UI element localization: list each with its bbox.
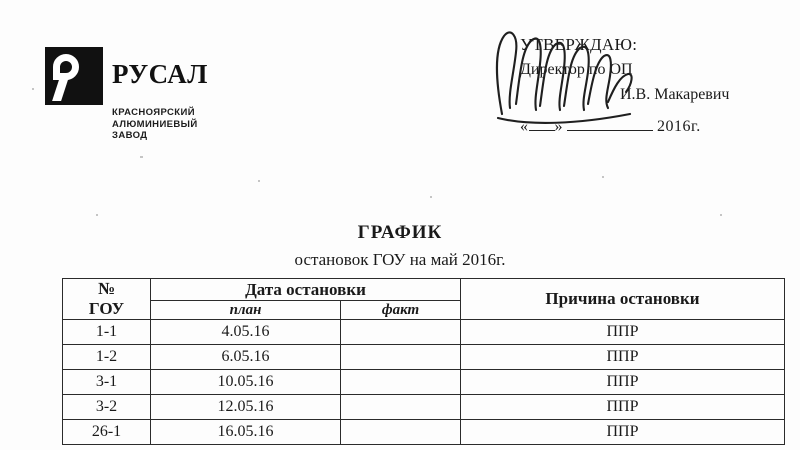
header-gou-number-line2: ГОУ xyxy=(88,299,125,318)
header-plan: план xyxy=(151,301,341,320)
cell-plan-date: 6.05.16 xyxy=(151,345,341,370)
scan-artifact xyxy=(140,156,143,158)
plant-name-line2: АЛЮМИНИЕВЫЙ xyxy=(112,118,198,130)
scan-artifact xyxy=(602,176,604,178)
scan-artifact xyxy=(720,214,722,216)
schedule-table xyxy=(62,278,785,445)
cell-fact-date xyxy=(341,320,461,345)
cell-fact-date xyxy=(341,395,461,420)
plant-name-line1: КРАСНОЯРСКИЙ xyxy=(112,107,195,118)
approval-role: Директор по ОП xyxy=(520,61,633,79)
approval-year: 2016г. xyxy=(657,118,701,136)
rusal-logo-icon xyxy=(45,47,103,105)
cell-gou-number: 26-1 xyxy=(63,420,151,445)
table-row xyxy=(63,320,785,345)
cell-reason: ППР xyxy=(461,420,785,445)
approval-block xyxy=(520,32,790,140)
approval-name: И.В. Макаревич xyxy=(620,86,730,104)
company-logo-block xyxy=(45,45,305,142)
table-row xyxy=(63,370,785,395)
header-gou-number-line1: № xyxy=(97,279,116,298)
cell-gou-number: 3-1 xyxy=(63,370,151,395)
table-header-row xyxy=(63,279,785,301)
scan-artifact xyxy=(96,214,98,216)
cell-reason: ППР xyxy=(461,370,785,395)
table-row xyxy=(63,395,785,420)
plant-name-line3: ЗАВОД xyxy=(112,130,148,141)
approval-heading: УТВЕРЖДАЮ: xyxy=(520,35,638,54)
date-quote-close: » xyxy=(554,118,563,136)
approval-date-line xyxy=(520,115,790,140)
cell-plan-date: 16.05.16 xyxy=(151,420,341,445)
cell-fact-date xyxy=(341,420,461,445)
date-day-blank xyxy=(529,116,555,131)
cell-gou-number: 3-2 xyxy=(63,395,151,420)
cell-reason: ППР xyxy=(461,345,785,370)
header-stop-reason: Причина остановки xyxy=(461,279,785,320)
cell-fact-date xyxy=(341,345,461,370)
table-row xyxy=(63,345,785,370)
cell-fact-date xyxy=(341,370,461,395)
cell-plan-date: 10.05.16 xyxy=(151,370,341,395)
cell-reason: ППР xyxy=(461,320,785,345)
cell-gou-number: 1-1 xyxy=(63,320,151,345)
date-month-blank xyxy=(567,116,653,131)
header-gou-number xyxy=(63,279,151,320)
company-wordmark: РУСАЛ xyxy=(112,59,208,89)
cell-gou-number: 1-2 xyxy=(63,345,151,370)
cell-plan-date: 4.05.16 xyxy=(151,320,341,345)
scan-artifact xyxy=(258,180,260,182)
schedule-table-body xyxy=(63,320,785,445)
header-fact: факт xyxy=(341,301,461,320)
scan-artifact xyxy=(32,88,34,90)
cell-plan-date: 12.05.16 xyxy=(151,395,341,420)
date-quote-open: « xyxy=(520,118,529,136)
page-subtitle: остановок ГОУ на май 2016г. xyxy=(294,250,506,269)
scan-artifact xyxy=(430,196,432,198)
page-title: ГРАФИК xyxy=(357,222,443,243)
schedule-table-wrap xyxy=(62,278,784,445)
header-stop-date: Дата остановки xyxy=(151,279,461,301)
plant-name xyxy=(112,107,305,142)
cell-reason: ППР xyxy=(461,395,785,420)
table-row xyxy=(63,420,785,445)
